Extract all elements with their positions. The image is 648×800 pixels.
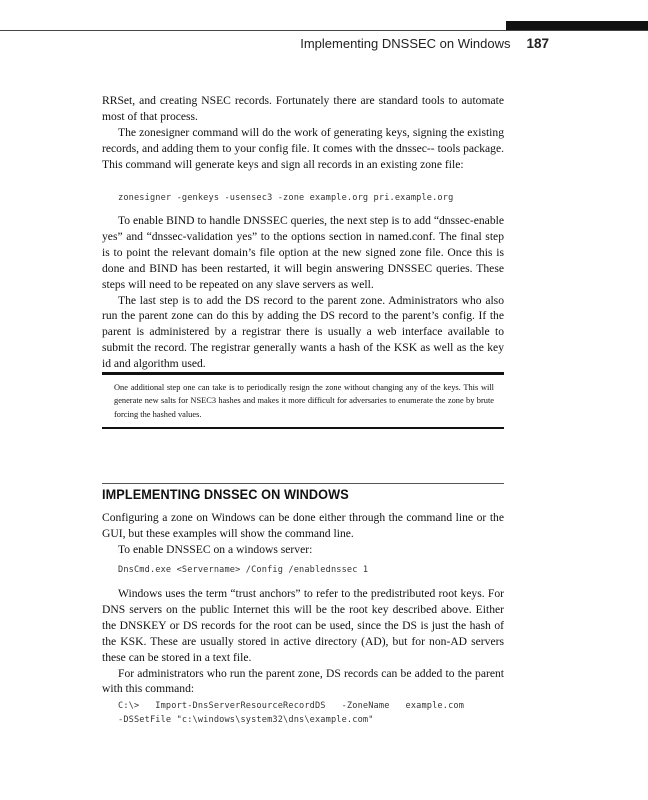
section-rule [102, 483, 504, 484]
paragraph-block-1 [102, 93, 504, 173]
running-head [300, 36, 549, 51]
section-heading: IMPLEMENTING DNSSEC ON WINDOWS [102, 487, 349, 502]
paragraph: To enable DNSSEC on a windows server: [118, 542, 313, 556]
header-bar [506, 21, 648, 30]
paragraph-block-2 [102, 213, 504, 372]
paragraph: The zonesigner command will do the work of generating keys, signing the existing records, and adding them to your config file. It comes with the dnssec-- tools package. This command will generate keys and sign all records in an existing zone file: [102, 125, 504, 171]
code-dnscmd: DnsCmd.exe <Servername> /Config /enablednssec 1 [118, 565, 369, 575]
code-import-ds-line-2: -DSSetFile "c:\windows\system32\dns\example.com" [118, 715, 374, 725]
paragraph: To enable BIND to handle DNSSEC queries, the next step is to add “dnssec-enable yes” and “dnssec-validation yes” to the options section in named.conf. The final step is to point the relevant domain’s file option at the new signed zone file. Once this is done and BIND has been restarted, it will begin answering DNSSEC queries. These steps will need to be repeated on any slave servers as well. [102, 214, 504, 291]
page-number: 187 [526, 36, 549, 51]
note-text: One additional step one can take is to periodically resign the zone without changing any of the keys. This will generate new salts for NSEC3 hashes and makes it more difficult for adversaries to enumerate the zone by brute forcing the hashed values. [114, 383, 494, 419]
code-import-ds-line-1: C:\> Import-DnsServerResourceRecordDS -ZoneName example.com [118, 701, 465, 711]
note-rule-bottom [102, 427, 504, 429]
paragraph: Configuring a zone on Windows can be done either through the command line or the GUI, but these examples will show the command line. [102, 511, 504, 540]
running-head-title: Implementing DNSSEC on Windows [300, 36, 511, 51]
paragraph-block-3 [102, 510, 504, 558]
paragraph: For administrators who run the parent zone, DS records can be added to the parent with this command: [102, 666, 504, 696]
code-zonesigner: zonesigner -genkeys -usensec3 -zone example.org pri.example.org [118, 193, 454, 203]
paragraph-block-4 [102, 586, 504, 697]
note-box [102, 372, 504, 429]
header-rule [0, 30, 648, 31]
paragraph: RRSet, and creating NSEC records. Fortunately there are standard tools to automate most of that process. [102, 94, 504, 123]
paragraph: Windows uses the term “trust anchors” to refer to the predistributed root keys. For DNS servers on the public Internet this will be the root key described above. Either the DNSKEY or DS records for the root can be used, since the DS is just the hash of the KSK. These are usually stored in active directory (AD), but for non-AD servers these can be stored in a text file. [102, 587, 504, 664]
paragraph: The last step is to add the DS record to the parent zone. Administrators who also run the parent zone can do this by adding the DS record to the parent’s config. If the parent is administered by a registrar there is usually a web interface available to submit the record. The registrar generally wants a hash of the KSK as well as the key id and algorithm used. [102, 293, 504, 371]
